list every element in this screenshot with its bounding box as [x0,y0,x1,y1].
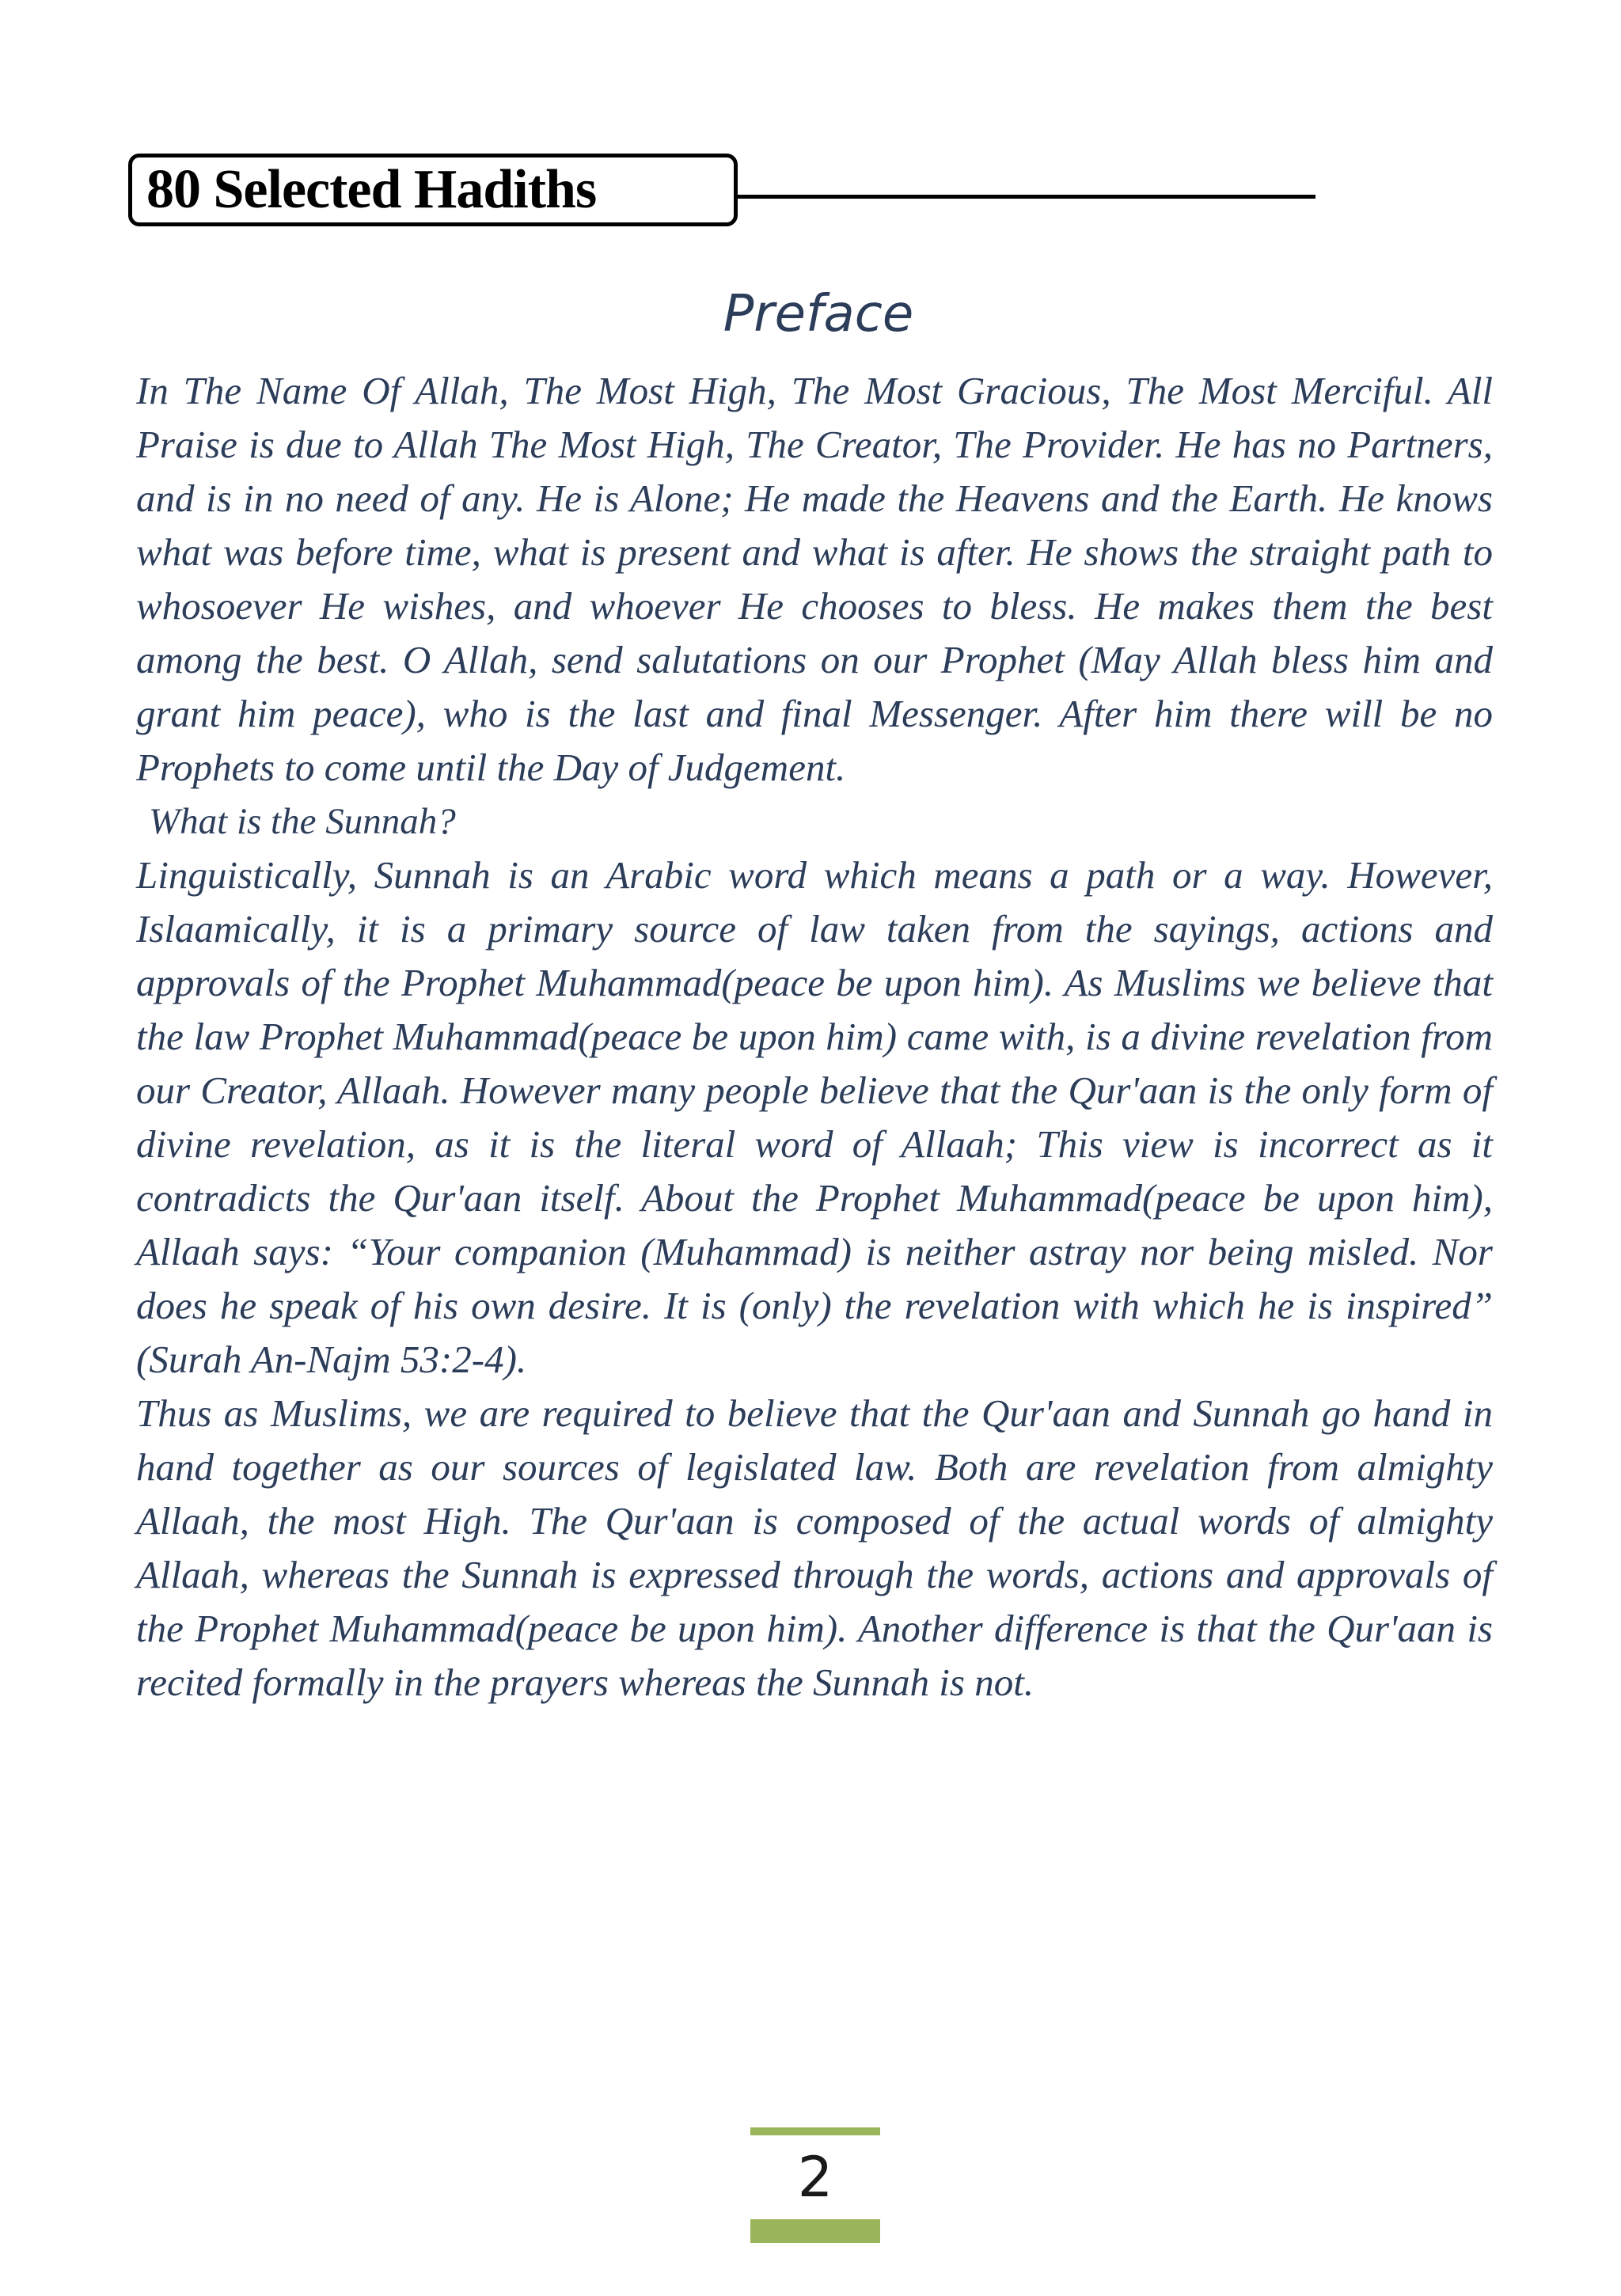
page-footer [750,2127,880,2243]
paragraph-sources: Thus as Muslims, we are required to believe that the Qur'aan and Sunnah go hand in hand together as our sources of legislated law. Both are revelation from almighty Allaah, the most High. The Qur'aan is composed of the actual words of almighty Allaah, whereas the Sunnah is expressed through the words, actions and approvals of the Prophet Muhammad(peace be upon him). Another difference is that the Qur'aan is recited formally in the prayers whereas the Sunnah is not. [136,1391,1493,1704]
page-number: 2 [797,2145,833,2210]
preface-body [136,364,1493,1710]
footer-bar-top [750,2127,880,2135]
paragraph-intro: In The Name Of Allah, The Most High, The Most Gracious, The Most Merciful. All Praise is due to Allah The Most High, The Creator, The Provider. He has no Partners, and is in no need of any. He is Alone; He made the Heavens and the Earth. He knows what was before time, what is present and what is after. He shows the straight path to whosoever He wishes, and whoever He chooses to bless. He makes them the best among the best. O Allah, send salutations on our Prophet (May Allah bless him and grant him peace), who is the last and final Messenger. After him there will be no Prophets to come until the Day of Judgement. [136,369,1493,789]
footer-bar-bottom [750,2219,880,2243]
section-title: Preface [723,285,914,343]
header-title-box [128,154,738,226]
paragraph-linguistic: Linguistically, Sunnah is an Arabic word which means a path or a way. However, Islaamically, it is a primary source of law taken from the sayings, actions and approvals of the Prophet Muhammad(peace be upon him). As Muslims we believe that the law Prophet Muhammad(peace be upon him) came with, is a divine revelation from our Creator, Allaah. However many people believe that the Qur'aan is the only form of divine revelation, as it is the literal word of Allaah; This view is incorrect as it contradicts the Qur'aan itself. About the Prophet Muhammad(peace be upon him), Allaah says: “Your companion (Muhammad) is neither astray nor being misled. Nor does he speak of his own desire. It is (only) the revelation with which he is inspired” (Surah An-Najm 53:2-4). [136,853,1493,1381]
subheading-sunnah: What is the Sunnah? [149,801,456,842]
book-title: 80 Selected Hadiths [146,159,597,220]
header-rule [738,195,1315,199]
